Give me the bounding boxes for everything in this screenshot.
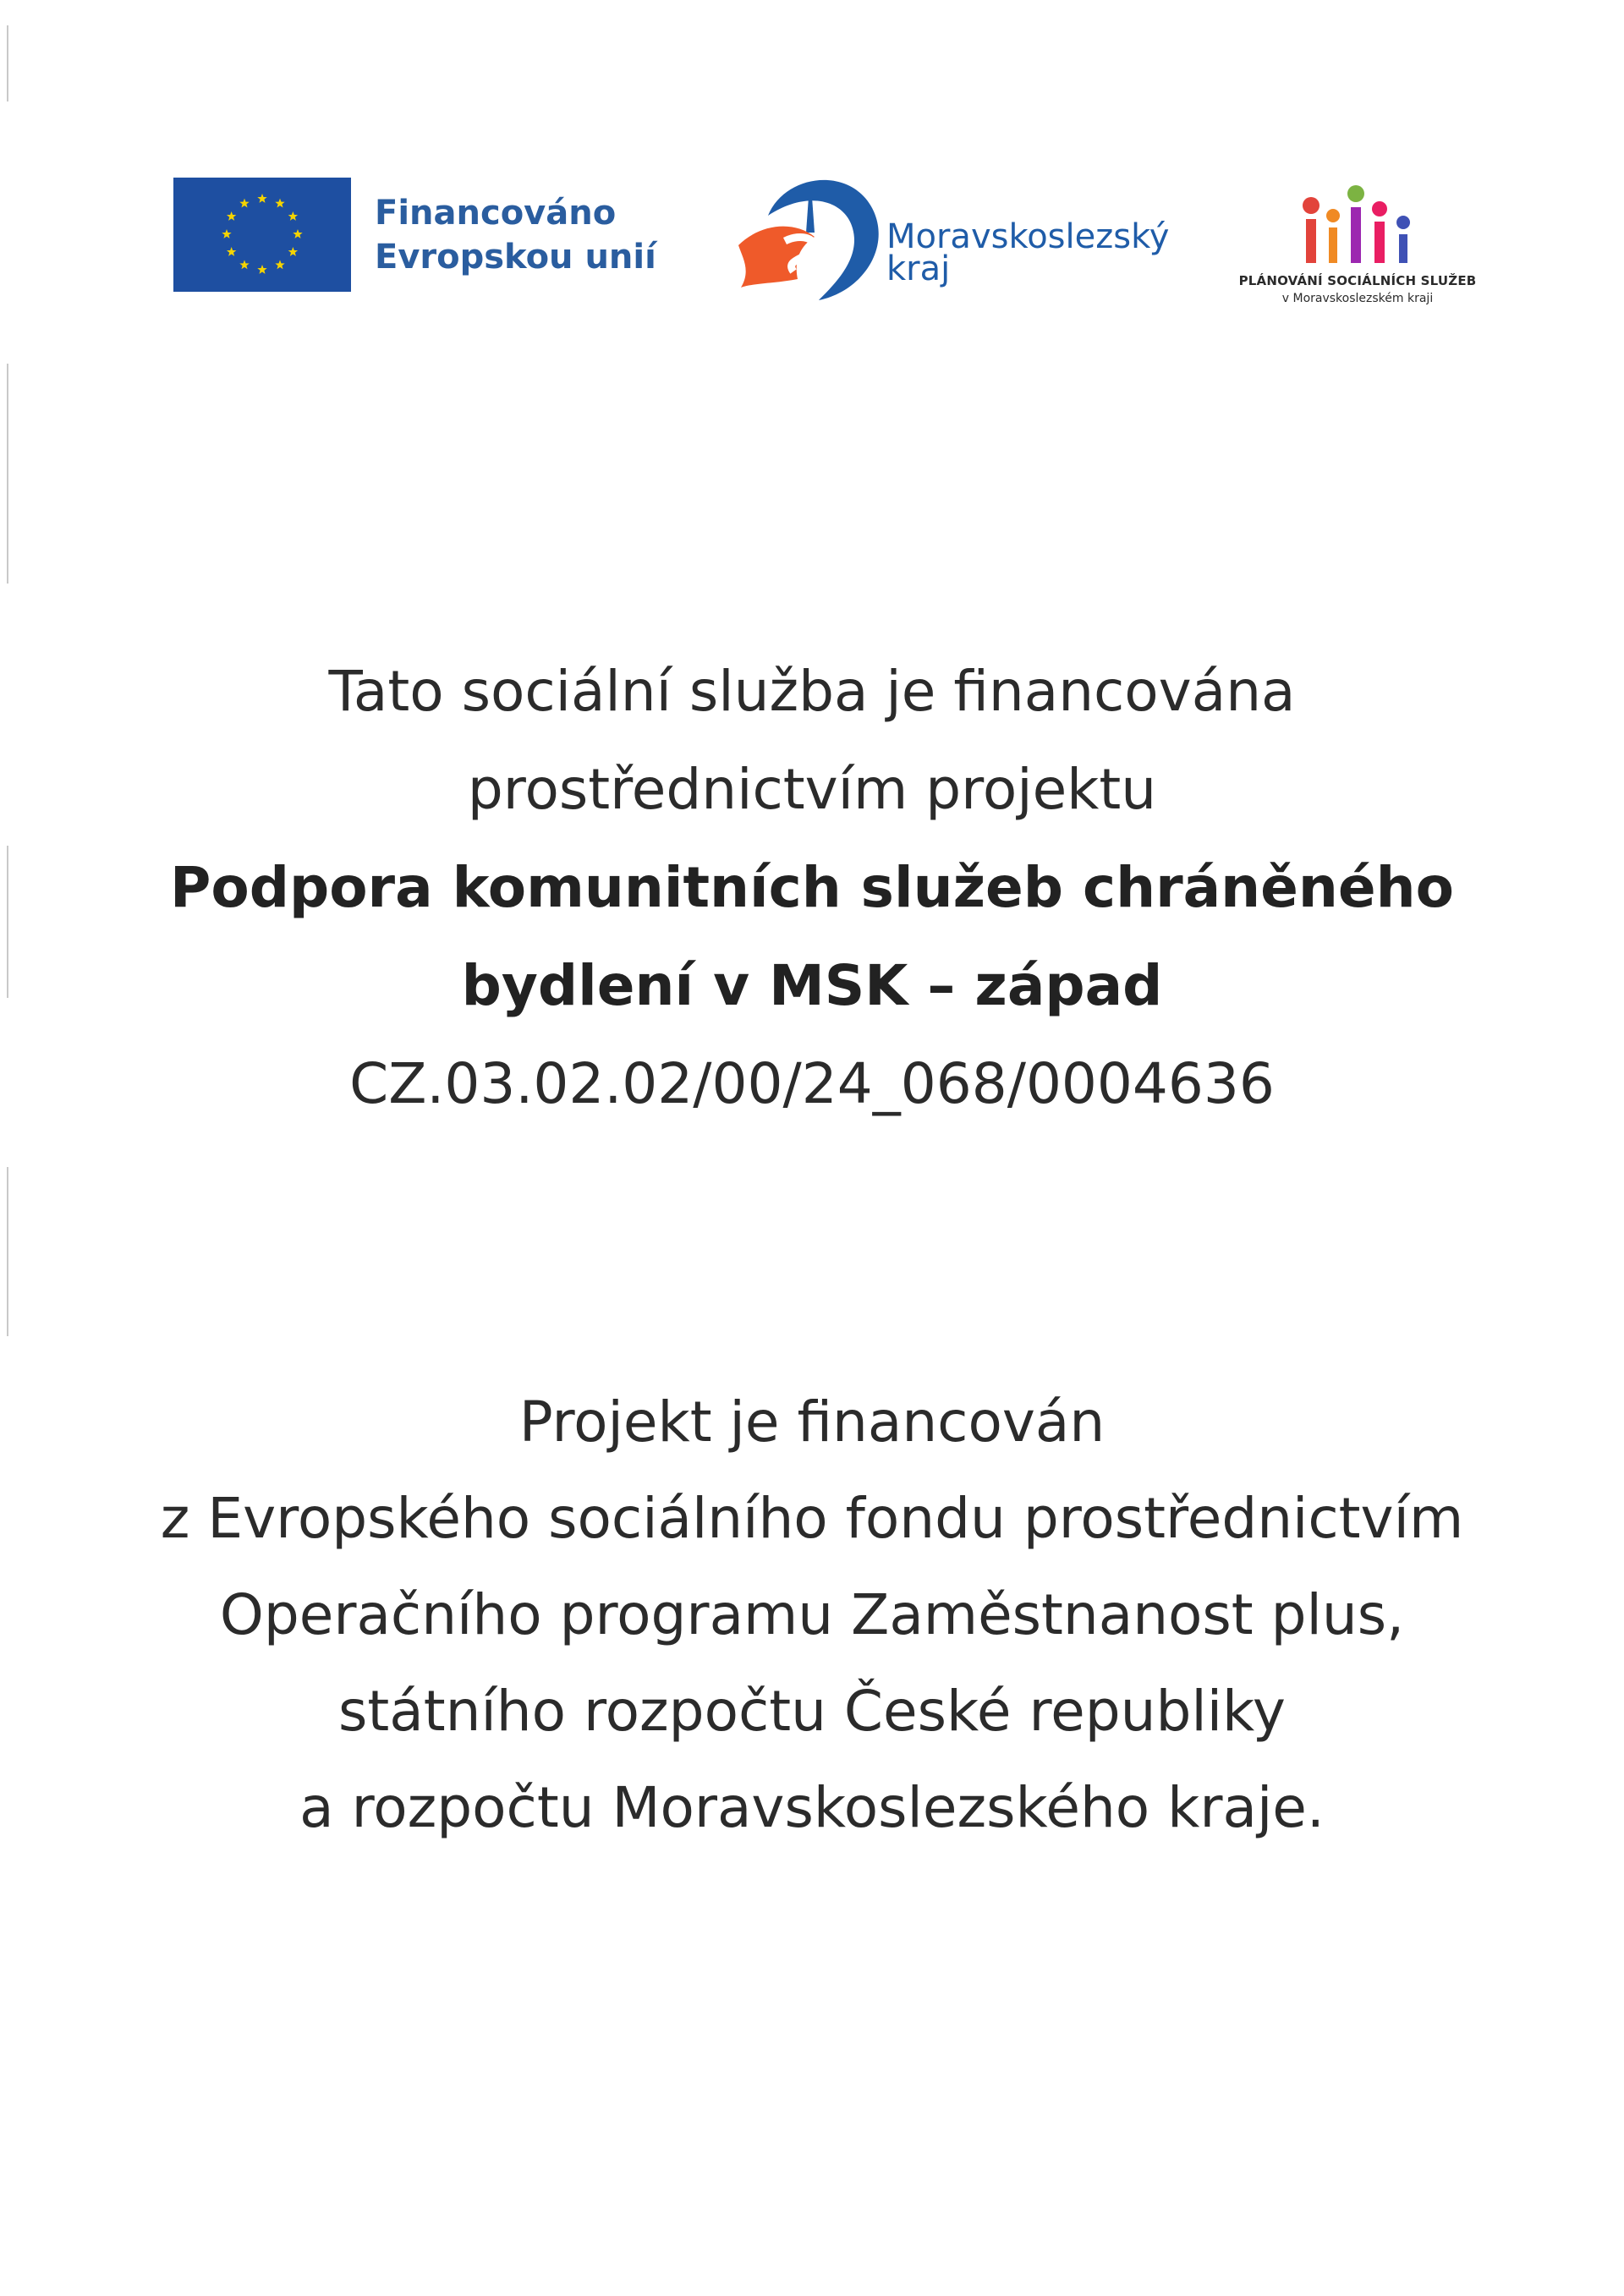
pss-logo-subtitle: v Moravskoslezském kraji [1281, 292, 1434, 305]
eu-logo-line1: Financováno [375, 193, 617, 233]
scan-edge-mark [7, 1167, 8, 1336]
funding-line4: státního rozpočtu České republiky [338, 1679, 1286, 1744]
msk-logo-text [886, 217, 1170, 288]
statement-line1: Tato sociální služba je financována [328, 659, 1296, 724]
funding-statement [0, 643, 1624, 1133]
scan-edge-mark [7, 364, 8, 584]
msk-logo-line1: Moravskoslezský [886, 217, 1170, 256]
funding-line2: z Evropského sociálního fondu prostřednictvím [160, 1486, 1464, 1551]
msk-emblem-icon [734, 165, 886, 309]
eu-logo-text [375, 191, 656, 279]
project-code: CZ.03.02.02/00/24_068/0004636 [349, 1051, 1275, 1116]
logo-header [0, 165, 1624, 334]
funding-sources [0, 1374, 1624, 1856]
msk-logo-line2: kraj [886, 249, 951, 288]
project-name-line1: Podpora komunitních služeb chráněného [170, 855, 1454, 920]
moravskoslezsky-kraj-logo [734, 165, 1191, 309]
planovani-socialnich-sluzeb-logo [1218, 182, 1497, 326]
eu-logo-line2: Evropskou unií [375, 237, 656, 277]
eu-logo [173, 178, 656, 292]
funding-line1: Projekt je financován [518, 1389, 1106, 1455]
funding-line3: Operačního programu Zaměstnanost plus, [219, 1582, 1405, 1647]
people-figures-icon [1294, 182, 1421, 266]
scan-edge-mark [7, 25, 8, 101]
eu-flag-icon [173, 178, 351, 292]
pss-logo-title: PLÁNOVÁNÍ SOCIÁLNÍCH SLUŽEB [1238, 273, 1477, 288]
project-name-line2: bydlení v MSK – západ [461, 953, 1163, 1018]
funding-line5: a rozpočtu Moravskoslezského kraje. [299, 1775, 1325, 1840]
statement-line2: prostřednictvím projektu [467, 757, 1157, 822]
